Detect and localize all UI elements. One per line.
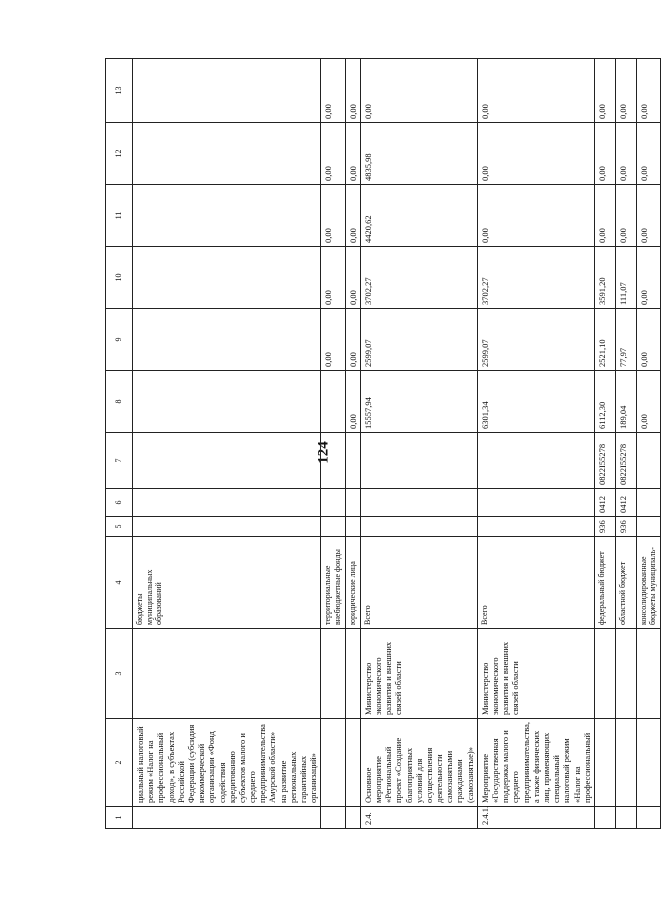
- amount-year: 0,00: [321, 59, 345, 123]
- activity-name: [594, 719, 615, 807]
- amount-year: 0,00: [360, 59, 477, 123]
- responsible-executor: [636, 629, 660, 719]
- responsible-executor: [321, 629, 345, 719]
- responsible-executor: [594, 629, 615, 719]
- amount-year: 2599,07: [360, 309, 477, 371]
- amount-total: 189,04: [615, 371, 636, 433]
- amount-total: 6301,34: [477, 371, 594, 433]
- responsible-executor: [345, 629, 360, 719]
- funding-source: консолидированные бюджеты муниципаль-: [636, 537, 660, 629]
- funding-source: юридические лица: [345, 537, 360, 629]
- header-cell: 8: [106, 371, 133, 433]
- section-code: 0412: [615, 489, 636, 517]
- amount-year: 0,00: [636, 123, 660, 185]
- amount-year: [133, 59, 321, 123]
- amount-year: [133, 309, 321, 371]
- amount-year: 3702,27: [360, 247, 477, 309]
- table-row: [594, 59, 615, 829]
- header-cell: 7: [106, 433, 133, 489]
- amount-year: 4835,98: [360, 123, 477, 185]
- grbs-code: [133, 517, 321, 537]
- amount-year: 0,00: [345, 123, 360, 185]
- grbs-code: 936: [594, 517, 615, 537]
- budget-table: [105, 58, 661, 829]
- table-row: [360, 59, 477, 829]
- section-code: [360, 489, 477, 517]
- section-code: 0412: [594, 489, 615, 517]
- grbs-code: [477, 517, 594, 537]
- row-number: [594, 807, 615, 829]
- amount-year: [133, 185, 321, 247]
- funding-source: областной бюджет: [615, 537, 636, 629]
- amount-year: 0,00: [615, 185, 636, 247]
- amount-year: 0,00: [321, 123, 345, 185]
- header-cell: 6: [106, 489, 133, 517]
- amount-year: 0,00: [345, 59, 360, 123]
- activity-name: [345, 719, 360, 807]
- amount-year: 0,00: [636, 59, 660, 123]
- grbs-code: [636, 517, 660, 537]
- grbs-code: 936: [615, 517, 636, 537]
- activity-name: [321, 719, 345, 807]
- table-row: [636, 59, 660, 829]
- amount-year: 0,00: [477, 185, 594, 247]
- amount-year: 0,00: [345, 247, 360, 309]
- amount-year: 0,00: [615, 59, 636, 123]
- funding-source: территориальные внебюджетные фонды: [321, 537, 345, 629]
- grbs-code: [321, 517, 345, 537]
- activity-name: Мероприятие «Государственная поддержка малого и среднего предпринимательства, а также физических лиц, применяющих специальный налоговый режим «Налог на профессиональный: [477, 719, 594, 807]
- amount-year: 0,00: [594, 185, 615, 247]
- amount-year: 0,00: [477, 123, 594, 185]
- rotated-table-container: [105, 59, 658, 829]
- target-article-code: [360, 433, 477, 489]
- header-cell: 4: [106, 537, 133, 629]
- amount-year: 0,00: [594, 59, 615, 123]
- grbs-code: [360, 517, 477, 537]
- amount-year: 0,00: [321, 247, 345, 309]
- responsible-executor: Министерство экономического развития и внешних связей области: [477, 629, 594, 719]
- header-cell: 5: [106, 517, 133, 537]
- amount-total: 15557,94: [360, 371, 477, 433]
- header-row: [106, 59, 133, 829]
- section-code: [133, 489, 321, 517]
- funding-source: федеральный бюджет: [594, 537, 615, 629]
- amount-total: [133, 371, 321, 433]
- section-code: [321, 489, 345, 517]
- activity-name: [615, 719, 636, 807]
- amount-year: 0,00: [321, 309, 345, 371]
- target-article-code: [345, 433, 360, 489]
- amount-year: 3591,20: [594, 247, 615, 309]
- table-row: [133, 59, 321, 829]
- amount-year: 0,00: [321, 185, 345, 247]
- amount-year: 0,00: [636, 185, 660, 247]
- amount-year: 0,00: [636, 247, 660, 309]
- amount-year: 0,00: [477, 59, 594, 123]
- activity-name: [636, 719, 660, 807]
- activity-name: циальный налоговый режим «Налог на профессиональный доход», в субъектах Российской Федерации (субсидия некоммерческой организации «Фонд содействия кредитованию субъектов малого и среднего предпринимательства Амурской области» на развитие региональных гарантийных организаций»: [133, 719, 321, 807]
- amount-year: 0,00: [594, 123, 615, 185]
- amount-year: 77,97: [615, 309, 636, 371]
- amount-year: 0,00: [345, 309, 360, 371]
- header-cell: 1: [106, 807, 133, 829]
- amount-total: 0,00: [636, 371, 660, 433]
- responsible-executor: [615, 629, 636, 719]
- header-cell: 11: [106, 185, 133, 247]
- funding-source: Всего: [477, 537, 594, 629]
- header-cell: 9: [106, 309, 133, 371]
- responsible-executor: [133, 629, 321, 719]
- page-number: 124: [315, 441, 332, 464]
- section-code: [636, 489, 660, 517]
- table-row: [345, 59, 360, 829]
- activity-name: Основное мероприятие «Региональный проект «Создание благоприятных условий для осуществления деятельности самозанятыми гражданами (самозанятые)»: [360, 719, 477, 807]
- amount-year: [133, 123, 321, 185]
- target-article-code: [321, 433, 345, 489]
- header-cell: 2: [106, 719, 133, 807]
- section-code: [477, 489, 594, 517]
- amount-year: 0,00: [345, 185, 360, 247]
- table-row: [321, 59, 345, 829]
- amount-total: 6112,30: [594, 371, 615, 433]
- target-article-code: [636, 433, 660, 489]
- funding-source: Всего: [360, 537, 477, 629]
- amount-year: 3702,27: [477, 247, 594, 309]
- row-number: [133, 807, 321, 829]
- header-cell: 10: [106, 247, 133, 309]
- row-number: [615, 807, 636, 829]
- header-cell: 12: [106, 123, 133, 185]
- amount-total: [321, 371, 345, 433]
- amount-total: 0,00: [345, 371, 360, 433]
- header-cell: 3: [106, 629, 133, 719]
- target-article-code: 0822I55278: [594, 433, 615, 489]
- amount-year: 111,07: [615, 247, 636, 309]
- target-article-code: [133, 433, 321, 489]
- row-number: 2.4.1.: [477, 807, 594, 829]
- header-cell: 13: [106, 59, 133, 123]
- amount-year: [133, 247, 321, 309]
- amount-year: 0,00: [615, 123, 636, 185]
- funding-source: бюджеты муниципальных образований: [133, 537, 321, 629]
- target-article-code: 0822I55278: [615, 433, 636, 489]
- row-number: 2.4.: [360, 807, 477, 829]
- amount-year: 2521,10: [594, 309, 615, 371]
- target-article-code: [477, 433, 594, 489]
- amount-year: 2599,07: [477, 309, 594, 371]
- amount-year: 4420,62: [360, 185, 477, 247]
- table-row: [477, 59, 594, 829]
- grbs-code: [345, 517, 360, 537]
- row-number: [345, 807, 360, 829]
- row-number: [321, 807, 345, 829]
- responsible-executor: Министерство экономического развития и внешних связей области: [360, 629, 477, 719]
- section-code: [345, 489, 360, 517]
- amount-year: 0,00: [636, 309, 660, 371]
- row-number: [636, 807, 660, 829]
- table-row: [615, 59, 636, 829]
